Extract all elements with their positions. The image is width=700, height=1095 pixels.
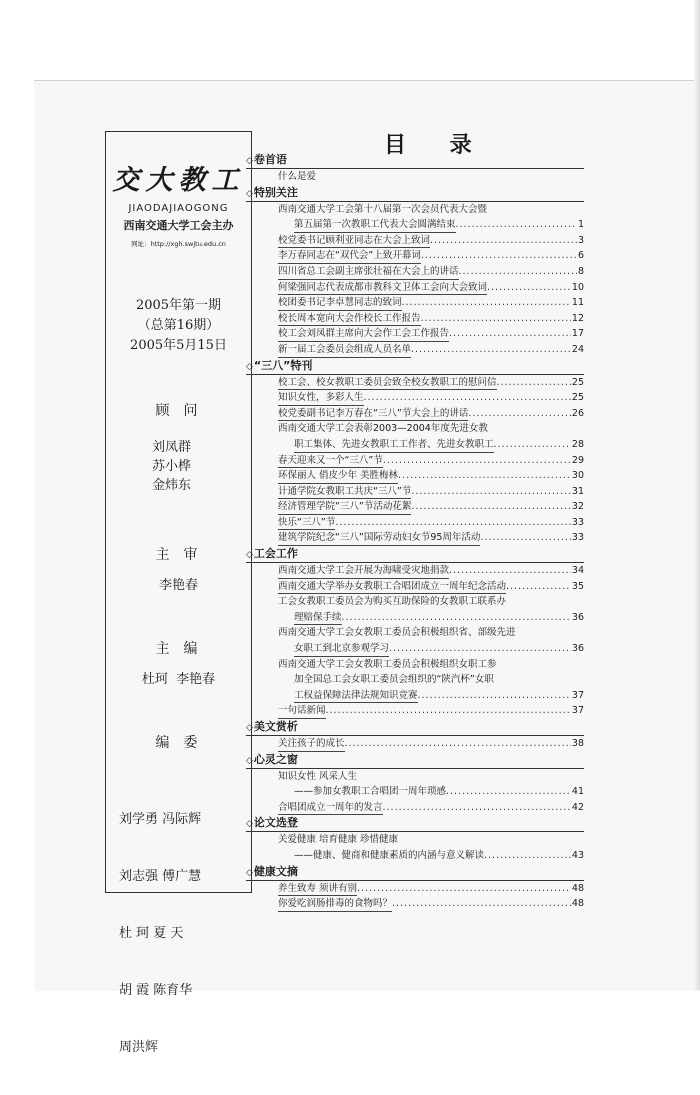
toc-entry[interactable] xyxy=(246,406,584,422)
toc-entry-title: 计通学院女教职工共庆“三八”节 xyxy=(278,484,411,500)
diamond-marker-icon: ◇ xyxy=(246,156,253,166)
editorial-board-section xyxy=(106,732,251,1095)
diamond-marker-icon: ◇ xyxy=(246,188,253,199)
toc-leader-dots xyxy=(487,280,571,296)
toc-leader-dots xyxy=(468,406,571,422)
toc-category-label: 卷首语 xyxy=(253,153,287,166)
toc-page-number: 48 xyxy=(571,882,584,894)
toc-entry[interactable] xyxy=(246,881,584,897)
advisor-label: 顾问 xyxy=(155,403,212,419)
toc-category xyxy=(246,546,584,563)
toc-entry-title: 春天迎来又一个“三八”节 xyxy=(278,453,383,469)
toc-page-number: 26 xyxy=(571,407,584,419)
toc-entry[interactable] xyxy=(246,484,584,500)
masthead-sponsor: 西南交通大学工会主办 xyxy=(123,219,234,232)
page-edge-shadow xyxy=(694,0,700,990)
advisor-name: 苏小桦 xyxy=(152,459,192,474)
toc-page-number: 25 xyxy=(571,392,584,404)
toc-page-number: 38 xyxy=(571,738,584,749)
toc-leader-dots xyxy=(357,881,571,897)
toc-entry[interactable] xyxy=(246,688,584,704)
toc-entry[interactable] xyxy=(246,390,584,406)
board-member-row: 胡 霞 陈育华 xyxy=(119,983,193,998)
board-member-row: 杜 珂 夏 天 xyxy=(119,926,184,941)
table-of-contents xyxy=(246,152,584,912)
toc-page-number: 24 xyxy=(571,343,584,355)
toc-entry[interactable] xyxy=(246,311,584,327)
toc-entry[interactable] xyxy=(246,233,584,249)
toc-page-number: 37 xyxy=(571,705,584,717)
toc-entry[interactable] xyxy=(246,421,584,437)
toc-entry[interactable] xyxy=(246,703,584,719)
toc-entry[interactable] xyxy=(246,202,584,218)
toc-leader-dots xyxy=(345,736,571,752)
toc-page-number: 6 xyxy=(577,250,584,262)
toc-entry-title: 养生致寿 须讲有别 xyxy=(278,881,357,897)
toc-category-label: 美文赏析 xyxy=(253,720,298,733)
toc-entry-title: 新一届工会委员会组成人员名单 xyxy=(278,342,411,358)
toc-entry-title: ——健康、健商和健康素质的内涵与意义解读 xyxy=(294,849,485,861)
toc-entry-title: 西南交通大学工会开展为海啸受灾地捐款 xyxy=(278,563,449,579)
toc-entry-title: 理赔保手续 xyxy=(294,610,342,626)
editorial-board-label: 编委 xyxy=(155,735,212,751)
toc-entry-title: ——参加女教职工合唱团一周年琐感 xyxy=(294,786,447,798)
board-member-row: 刘学勇 冯际辉 xyxy=(119,812,202,827)
toc-entry-title: 女职工到北京参观学习 xyxy=(294,641,389,657)
toc-page-number: 32 xyxy=(571,501,584,513)
toc-page-number: 29 xyxy=(571,454,584,466)
toc-entry[interactable] xyxy=(246,800,584,816)
toc-entry-title: 西南交通大学工会女教职工委员会积极组织女职工参 xyxy=(278,658,497,670)
toc-page-number: 30 xyxy=(571,470,584,482)
toc-leader-dots xyxy=(456,217,577,233)
toc-entry-title: 西南交通大学工会表彰2003—2004年度先进女教 xyxy=(278,423,488,435)
toc-category-label: 特别关注 xyxy=(253,185,298,199)
toc-page-number: 36 xyxy=(571,611,584,623)
toc-leader-dots xyxy=(392,896,571,912)
editor-label: 主编 xyxy=(155,641,212,657)
toc-entry[interactable] xyxy=(246,375,584,391)
toc-entry[interactable] xyxy=(246,169,584,185)
toc-entry[interactable] xyxy=(246,848,584,864)
toc-entry-title: 校党委书记顾利亚同志在大会上致词 xyxy=(278,233,430,249)
toc-page-number: 8 xyxy=(577,265,584,277)
toc-leader-dots xyxy=(506,579,571,595)
toc-entry-title: 建筑学院纪念“三八”国际劳动妇女节95周年活动 xyxy=(278,530,480,546)
toc-page-number: 34 xyxy=(571,565,584,577)
toc-entry-title: 李万春同志在“双代会”上致开幕词 xyxy=(278,248,421,264)
masthead-column xyxy=(105,131,252,1055)
toc-entry-title: 校长周本宽向大会作校长工作报告 xyxy=(278,311,421,327)
chief-reviewer-name: 李艳春 xyxy=(158,578,198,593)
toc-leader-dots xyxy=(446,784,571,800)
toc-category xyxy=(246,752,584,769)
toc-entry[interactable] xyxy=(246,515,584,531)
toc-entry[interactable] xyxy=(246,579,584,595)
toc-leader-dots xyxy=(326,703,571,719)
toc-leader-dots xyxy=(480,530,570,546)
toc-page-number: 17 xyxy=(571,328,584,340)
issue-date: 2005年5月15日 xyxy=(130,338,227,353)
toc-leader-dots xyxy=(411,484,571,500)
toc-page-number: 11 xyxy=(571,297,584,309)
toc-category xyxy=(246,152,584,169)
toc-page-number: 10 xyxy=(571,281,584,293)
toc-leader-dots xyxy=(459,264,577,280)
toc-page-number: 41 xyxy=(571,786,584,798)
toc-category xyxy=(246,358,584,375)
masthead-url: 网址：http://xgh.swjtu.edu.cn xyxy=(131,240,226,248)
toc-category-label: “三八”特刊 xyxy=(253,358,313,372)
issue-number: 2005年第一期 xyxy=(135,298,222,313)
board-member-row: 刘志强 傅广慧 xyxy=(119,869,202,884)
toc-category-label: 论文选登 xyxy=(253,816,298,830)
toc-entry-title: 关爱健康 培育健康 珍惜健康 xyxy=(278,834,399,846)
toc-page-number: 25 xyxy=(571,376,584,388)
advisor-section xyxy=(106,400,251,495)
chief-reviewer-label: 主审 xyxy=(155,547,212,563)
toc-entry[interactable] xyxy=(246,769,584,785)
toc-entry[interactable] xyxy=(246,832,584,848)
toc-entry-title: 快乐“三八”节 xyxy=(278,515,335,531)
toc-entry-title: 什么是爱 xyxy=(278,171,317,182)
diamond-marker-icon: ◇ xyxy=(246,755,253,766)
toc-entry-title: 西南交通大学举办女教职工合唱团成立一周年纪念活动 xyxy=(278,579,506,595)
toc-leader-dots xyxy=(497,375,571,391)
issue-total: （总第16期） xyxy=(137,318,220,333)
toc-entry[interactable] xyxy=(246,736,584,752)
toc-leader-dots xyxy=(342,610,571,626)
toc-entry[interactable] xyxy=(246,657,584,673)
toc-page-number: 36 xyxy=(571,643,584,655)
toc-leader-dots xyxy=(398,468,571,484)
masthead-title: 交大教工 xyxy=(112,165,245,196)
toc-leader-dots xyxy=(383,800,571,816)
toc-page-number: 31 xyxy=(571,485,584,497)
toc-leader-dots xyxy=(335,515,571,531)
toc-page-number: 28 xyxy=(571,438,584,450)
toc-leader-dots xyxy=(430,233,577,249)
toc-entry-title: 西南交通大学工会第十八届第一次会员代表大会暨 xyxy=(278,203,488,215)
toc-entry-title: 四川省总工会副主席张壮福在大会上的讲话 xyxy=(278,264,459,280)
toc-entry[interactable] xyxy=(246,295,584,311)
toc-entry-title: 加全国总工会女职工委员会组织的“陕汽杯”女职 xyxy=(294,674,494,686)
toc-entry-title: 第五届第一次教职工代表大会圆满结束 xyxy=(294,217,456,233)
toc-entry[interactable] xyxy=(246,217,584,233)
toc-entry[interactable] xyxy=(246,563,584,579)
toc-category xyxy=(246,185,584,202)
issue-info xyxy=(106,296,251,356)
toc-entry[interactable] xyxy=(246,896,584,912)
toc-leader-dots xyxy=(418,688,571,704)
toc-entry[interactable] xyxy=(246,784,584,800)
editor-names: 杜珂 李艳春 xyxy=(141,672,216,687)
toc-entry-title: 校工会刘凤群主席向大会作工会工作报告 xyxy=(278,326,449,342)
toc-entry-title: 知识女性，多彩人生 xyxy=(278,390,364,406)
toc-entry-title: 经济管理学院“三八”节活动花絮 xyxy=(278,499,411,515)
toc-entry-title: 职工集体、先进女教职工工作者、先进女教职工 xyxy=(294,437,494,453)
toc-leader-dots xyxy=(449,326,571,342)
toc-leader-dots xyxy=(402,295,571,311)
toc-entry[interactable] xyxy=(246,280,584,296)
toc-entry-title: 工会女教职工委员会为购买互助保险的女教职工联系办 xyxy=(278,596,507,608)
toc-category-label: 健康文摘 xyxy=(253,864,298,878)
toc-entry[interactable] xyxy=(246,610,584,626)
advisor-names xyxy=(106,438,251,495)
toc-entry-title: 关注孩子的成长 xyxy=(278,736,345,752)
toc-entry[interactable] xyxy=(246,437,584,453)
diamond-marker-icon: ◇ xyxy=(246,819,253,830)
toc-entry[interactable] xyxy=(246,641,584,657)
toc-leader-dots xyxy=(389,641,571,657)
toc-category xyxy=(246,815,584,832)
toc-entry-title: 校党委副书记李万春在“三八”节大会上的讲话 xyxy=(278,406,468,422)
toc-entry[interactable] xyxy=(246,264,584,280)
toc-entry[interactable] xyxy=(246,248,584,264)
toc-page-number: 1 xyxy=(577,219,584,231)
toc-entry-title: 你爱吃润肠排毒的食物吗？ xyxy=(278,896,392,912)
toc-entry[interactable] xyxy=(246,530,584,546)
toc-category-label: 心灵之窗 xyxy=(253,752,298,766)
toc-leader-dots xyxy=(449,563,571,579)
diamond-marker-icon: ◇ xyxy=(246,867,253,878)
toc-entry[interactable] xyxy=(246,499,584,515)
toc-entry-title: 工权益保障法律法规知识竞赛 xyxy=(294,688,418,704)
editor-section xyxy=(106,638,251,689)
toc-entry[interactable] xyxy=(246,672,584,688)
toc-entry[interactable] xyxy=(246,326,584,342)
toc-entry-title: 知识女性 风采人生 xyxy=(278,770,358,782)
toc-entry[interactable] xyxy=(246,342,584,358)
diamond-marker-icon: ◇ xyxy=(246,550,253,561)
toc-page-number: 33 xyxy=(571,516,584,528)
toc-page-number: 42 xyxy=(571,801,584,813)
toc-entry-title: 西南交通大学工会女教职工委员会积极组织省、部级先进 xyxy=(278,627,516,639)
editorial-board-names xyxy=(106,772,251,1095)
toc-category xyxy=(246,719,584,736)
toc-leader-dots xyxy=(383,453,571,469)
masthead-pinyin: JIAODAJIAOGONG xyxy=(128,203,229,214)
toc-entry-title: 环保丽人 俏皮少年 美胜梅林 xyxy=(278,468,398,484)
toc-leader-dots xyxy=(421,248,577,264)
toc-page-number: 43 xyxy=(571,849,584,861)
toc-entry[interactable] xyxy=(246,468,584,484)
toc-entry-title: 合唱团成立一周年的发言 xyxy=(278,800,383,816)
toc-page-number: 35 xyxy=(571,580,584,592)
toc-leader-dots xyxy=(484,848,571,864)
toc-category-label: 工会工作 xyxy=(253,547,298,561)
toc-entry-title: 校工会、校女教职工委员会致全校女教职工的慰问信 xyxy=(278,375,497,391)
toc-leader-dots xyxy=(411,499,571,515)
toc-page-number: 33 xyxy=(571,532,584,544)
toc-page-number: 48 xyxy=(571,898,584,910)
toc-page-number: 12 xyxy=(571,312,584,324)
toc-leader-dots xyxy=(364,390,571,406)
toc-entry[interactable] xyxy=(246,594,584,610)
toc-entry[interactable] xyxy=(246,625,584,641)
toc-entry-title: 校团委书记李卓慧同志的致词 xyxy=(278,295,402,311)
toc-category xyxy=(246,864,584,881)
toc-title: 目 录 xyxy=(384,133,490,158)
board-member-row: 周洪辉 xyxy=(119,1040,159,1055)
advisor-name: 金炜东 xyxy=(152,478,192,493)
toc-entry[interactable] xyxy=(246,453,584,469)
toc-entry-title: 何梁强同志代表成都市教科文卫体工会向大会致词 xyxy=(278,280,487,296)
toc-leader-dots xyxy=(411,342,571,358)
toc-leader-dots xyxy=(494,437,571,453)
toc-page-number: 37 xyxy=(571,689,584,701)
advisor-name: 刘凤群 xyxy=(152,440,192,455)
chief-reviewer-section xyxy=(106,544,251,595)
toc-page-number: 3 xyxy=(577,234,584,246)
toc-entry-title: 一句话新闻 xyxy=(278,703,326,719)
diamond-marker-icon: ◇ xyxy=(246,361,253,372)
diamond-marker-icon: ◇ xyxy=(246,723,253,733)
toc-leader-dots xyxy=(421,311,571,327)
